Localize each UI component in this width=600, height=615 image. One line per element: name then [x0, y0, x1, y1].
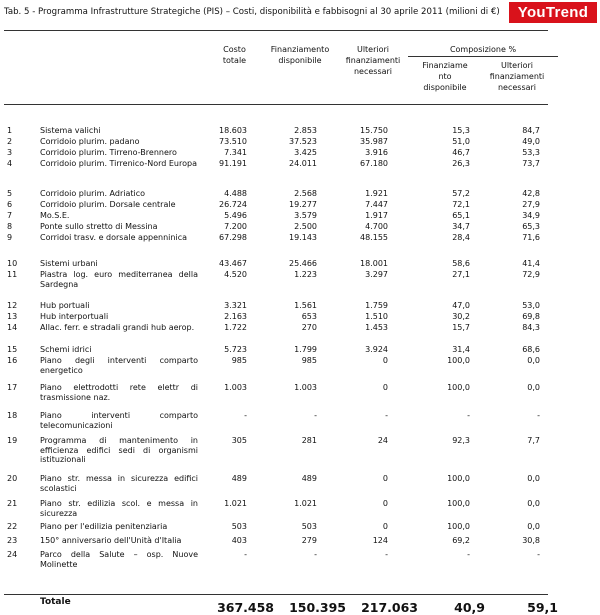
- row-ulteriori: 3.297: [365, 270, 388, 279]
- row-costo-totale: 503: [231, 522, 247, 531]
- row-finanziamento: 2.500: [294, 222, 317, 231]
- row-number: 2: [7, 137, 13, 146]
- row-costo-totale: 489: [231, 474, 247, 483]
- row-number: 9: [7, 233, 13, 242]
- row-ulteriori: 35.987: [360, 137, 388, 146]
- row-ulteriori: 1.510: [365, 312, 388, 321]
- row-ulteriori: 1.759: [365, 301, 388, 310]
- row-name: Corridoio plurim. padano: [40, 137, 140, 146]
- row-ulteriori: 124: [372, 536, 388, 545]
- row-finanziamento: -: [314, 411, 317, 420]
- row-costo-totale: 43.467: [219, 259, 247, 268]
- total-finanziamento: 150.395: [289, 600, 346, 615]
- row-number: 10: [7, 259, 18, 268]
- row-name: Programma di mantenimento in efficienza edifici sedi di organismi istituzionali: [40, 436, 198, 464]
- row-finanziamento: 653: [301, 312, 317, 321]
- row-costo-totale: 1.021: [224, 499, 247, 508]
- table-title-text: Programma Infrastrutture Strategiche (PIS) – Costi, disponibilità e fabbisogni al 30 aprile 2011 (milioni di €): [38, 7, 500, 17]
- row-perc-ulteriori: 7,7: [527, 436, 540, 445]
- total-perc-ulteriori: 59,1: [527, 600, 558, 615]
- row-number: 8: [7, 222, 13, 231]
- row-ulteriori: 0: [382, 356, 388, 365]
- row-ulteriori: 1.917: [365, 211, 388, 220]
- row-name: Piano elettrodotti rete elettr di trasmissione naz.: [40, 383, 198, 402]
- row-name: Corridoio plurim. Dorsale centrale: [40, 200, 176, 209]
- row-ulteriori: -: [385, 550, 388, 559]
- row-costo-totale: 5.496: [224, 211, 247, 220]
- row-costo-totale: 26.724: [219, 200, 247, 209]
- row-finanziamento: 25.466: [289, 259, 317, 268]
- row-perc-ulteriori: 84,7: [522, 126, 540, 135]
- row-perc-ulteriori: 0,0: [527, 356, 540, 365]
- row-costo-totale: 2.163: [224, 312, 247, 321]
- row-costo-totale: 4.520: [224, 270, 247, 279]
- row-ulteriori: 0: [382, 522, 388, 531]
- row-number: 3: [7, 148, 13, 157]
- row-perc-finanziamento: 27,1: [452, 270, 470, 279]
- row-perc-finanziamento: 100,0: [447, 499, 470, 508]
- row-costo-totale: 1.722: [224, 323, 247, 332]
- row-finanziamento: 985: [301, 356, 317, 365]
- row-finanziamento: 3.579: [294, 211, 317, 220]
- row-perc-ulteriori: 42,8: [522, 189, 540, 198]
- row-name: Ponte sullo stretto di Messina: [40, 222, 158, 231]
- header-finanziamento-disponibile: Finanziamento disponibile: [270, 45, 330, 65]
- row-perc-ulteriori: 0,0: [527, 474, 540, 483]
- total-perc-finanziamento: 40,9: [454, 600, 485, 615]
- row-name: Corridoio plurim. Adriatico: [40, 189, 146, 198]
- row-costo-totale: 73.510: [219, 137, 247, 146]
- row-number: 6: [7, 200, 13, 209]
- row-costo-totale: 5.723: [224, 345, 247, 354]
- row-perc-ulteriori: -: [537, 550, 540, 559]
- row-finanziamento: 19.277: [289, 200, 317, 209]
- row-costo-totale: 7.341: [224, 148, 247, 157]
- row-number: 11: [7, 270, 18, 279]
- youtrend-logo: YouTrend: [509, 2, 597, 23]
- row-finanziamento: 281: [301, 436, 317, 445]
- row-perc-finanziamento: 57,2: [452, 189, 470, 198]
- row-finanziamento: 2.568: [294, 189, 317, 198]
- row-perc-ulteriori: 0,0: [527, 522, 540, 531]
- row-finanziamento: 1.021: [294, 499, 317, 508]
- row-name: Piano per l'edilizia penitenziaria: [40, 522, 168, 531]
- row-ulteriori: 0: [382, 383, 388, 392]
- row-finanziamento: 503: [301, 522, 317, 531]
- row-finanziamento: 1.223: [294, 270, 317, 279]
- row-perc-ulteriori: -: [537, 411, 540, 420]
- row-perc-ulteriori: 68,6: [522, 345, 540, 354]
- row-ulteriori: 0: [382, 499, 388, 508]
- row-costo-totale: 7.200: [224, 222, 247, 231]
- row-name: Parco della Salute – osp. Nuove Molinette: [40, 550, 198, 569]
- row-number: 5: [7, 189, 13, 198]
- row-perc-finanziamento: 72,1: [452, 200, 470, 209]
- row-name: Corridoio plurim. Tirrenico-Nord Europa: [40, 159, 197, 168]
- row-finanziamento: 24.011: [289, 159, 317, 168]
- row-perc-finanziamento: -: [467, 550, 470, 559]
- row-number: 12: [7, 301, 18, 310]
- row-perc-finanziamento: 100,0: [447, 356, 470, 365]
- total-costo: 367.458: [217, 600, 274, 615]
- row-name: Piano str. messa in sicurezza edifici scolastici: [40, 474, 198, 493]
- row-finanziamento: 19.143: [289, 233, 317, 242]
- row-perc-finanziamento: 58,6: [452, 259, 470, 268]
- row-perc-finanziamento: 15,7: [452, 323, 470, 332]
- row-number: 16: [7, 356, 18, 365]
- row-perc-finanziamento: 34,7: [452, 222, 470, 231]
- row-name: Corridoi trasv. e dorsale appenninica: [40, 233, 187, 242]
- row-perc-finanziamento: -: [467, 411, 470, 420]
- row-ulteriori: 67.180: [360, 159, 388, 168]
- row-name: Piano str. edilizia scol. e messa in sicurezza: [40, 499, 198, 518]
- row-number: 1: [7, 126, 13, 135]
- row-name: 150° anniversario dell'Unità d'Italia: [40, 536, 182, 545]
- row-name: Piano interventi comparto telecomunicazioni: [40, 411, 198, 430]
- row-number: 4: [7, 159, 13, 168]
- header-comp-finanziamento: Finanziame nto disponibile: [422, 61, 468, 92]
- row-perc-ulteriori: 41,4: [522, 259, 540, 268]
- row-finanziamento: 1.799: [294, 345, 317, 354]
- row-ulteriori: 7.447: [365, 200, 388, 209]
- row-name: Mo.S.E.: [40, 211, 70, 220]
- row-perc-finanziamento: 47,0: [452, 301, 470, 310]
- row-perc-finanziamento: 100,0: [447, 383, 470, 392]
- row-costo-totale: 91.191: [219, 159, 247, 168]
- row-finanziamento: 2.853: [294, 126, 317, 135]
- row-finanziamento: 1.003: [294, 383, 317, 392]
- row-perc-ulteriori: 72,9: [522, 270, 540, 279]
- row-perc-finanziamento: 28,4: [452, 233, 470, 242]
- table-title: [4, 7, 500, 17]
- row-perc-finanziamento: 30,2: [452, 312, 470, 321]
- header-comp-ulteriori: Ulteriori finanziamenti necessari: [489, 61, 545, 92]
- row-finanziamento: 279: [301, 536, 317, 545]
- total-ulteriori: 217.063: [361, 600, 418, 615]
- row-finanziamento: -: [314, 550, 317, 559]
- row-ulteriori: 48.155: [360, 233, 388, 242]
- row-number: 22: [7, 522, 18, 531]
- row-ulteriori: 1.921: [365, 189, 388, 198]
- row-perc-ulteriori: 0,0: [527, 383, 540, 392]
- row-perc-ulteriori: 30,8: [522, 536, 540, 545]
- header-costo-totale: Costo totale: [222, 45, 247, 65]
- row-name: Sistemi urbani: [40, 259, 98, 268]
- row-ulteriori: 0: [382, 474, 388, 483]
- row-costo-totale: 1.003: [224, 383, 247, 392]
- row-costo-totale: 3.321: [224, 301, 247, 310]
- row-perc-ulteriori: 65,3: [522, 222, 540, 231]
- row-finanziamento: 37.523: [289, 137, 317, 146]
- row-perc-ulteriori: 84,3: [522, 323, 540, 332]
- row-perc-finanziamento: 100,0: [447, 522, 470, 531]
- row-number: 7: [7, 211, 13, 220]
- row-finanziamento: 270: [301, 323, 317, 332]
- row-finanziamento: 489: [301, 474, 317, 483]
- row-number: 24: [7, 550, 18, 559]
- row-number: 23: [7, 536, 18, 545]
- row-number: 13: [7, 312, 18, 321]
- row-perc-finanziamento: 51,0: [452, 137, 470, 146]
- composizione-rule: [408, 56, 558, 57]
- row-costo-totale: 4.488: [224, 189, 247, 198]
- row-perc-finanziamento: 92,3: [452, 436, 470, 445]
- header-composizione: Composizione %: [449, 45, 517, 54]
- row-ulteriori: 24: [377, 436, 388, 445]
- row-costo-totale: 403: [231, 536, 247, 545]
- row-costo-totale: 67.298: [219, 233, 247, 242]
- row-ulteriori: 15.750: [360, 126, 388, 135]
- header-top-rule: [4, 30, 548, 31]
- row-perc-finanziamento: 31,4: [452, 345, 470, 354]
- row-perc-finanziamento: 100,0: [447, 474, 470, 483]
- row-name: Corridoio plurim. Tirreno-Brennero: [40, 148, 177, 157]
- row-costo-totale: -: [244, 550, 247, 559]
- row-ulteriori: 3.924: [365, 345, 388, 354]
- row-ulteriori: 4.700: [365, 222, 388, 231]
- row-costo-totale: 985: [231, 356, 247, 365]
- row-name: Hub interportuali: [40, 312, 109, 321]
- row-number: 14: [7, 323, 18, 332]
- row-perc-finanziamento: 65,1: [452, 211, 470, 220]
- row-costo-totale: -: [244, 411, 247, 420]
- row-costo-totale: 18.603: [219, 126, 247, 135]
- row-perc-ulteriori: 69,8: [522, 312, 540, 321]
- row-perc-finanziamento: 46,7: [452, 148, 470, 157]
- row-perc-finanziamento: 15,3: [452, 126, 470, 135]
- row-perc-ulteriori: 0,0: [527, 499, 540, 508]
- row-ulteriori: 18.001: [360, 259, 388, 268]
- total-rule: [4, 594, 548, 595]
- row-number: 20: [7, 474, 18, 483]
- row-number: 21: [7, 499, 18, 508]
- row-perc-ulteriori: 53,3: [522, 148, 540, 157]
- row-perc-ulteriori: 49,0: [522, 137, 540, 146]
- row-ulteriori: 1.453: [365, 323, 388, 332]
- row-perc-ulteriori: 73,7: [522, 159, 540, 168]
- header-bottom-rule: [4, 104, 548, 105]
- row-finanziamento: 3.425: [294, 148, 317, 157]
- table-number: Tab. 5 -: [4, 7, 36, 17]
- row-name: Schemi idrici: [40, 345, 92, 354]
- row-perc-finanziamento: 26,3: [452, 159, 470, 168]
- row-name: Piastra log. euro mediterranea della Sardegna: [40, 270, 198, 289]
- row-perc-ulteriori: 71,6: [522, 233, 540, 242]
- row-perc-ulteriori: 34,9: [522, 211, 540, 220]
- row-ulteriori: 3.916: [365, 148, 388, 157]
- row-name: Hub portuali: [40, 301, 90, 310]
- row-number: 19: [7, 436, 18, 445]
- total-label: Totale: [40, 597, 71, 607]
- row-finanziamento: 1.561: [294, 301, 317, 310]
- row-number: 17: [7, 383, 18, 392]
- row-number: 15: [7, 345, 18, 354]
- row-ulteriori: -: [385, 411, 388, 420]
- row-perc-ulteriori: 27,9: [522, 200, 540, 209]
- row-name: Piano degli interventi comparto energetico: [40, 356, 198, 375]
- row-costo-totale: 305: [231, 436, 247, 445]
- row-perc-ulteriori: 53,0: [522, 301, 540, 310]
- row-name: Sistema valichi: [40, 126, 101, 135]
- header-ulteriori-finanziamenti: Ulteriori finanziamenti necessari: [345, 45, 401, 76]
- row-number: 18: [7, 411, 18, 420]
- row-perc-finanziamento: 69,2: [452, 536, 470, 545]
- row-name: Allac. ferr. e stradali grandi hub aerop.: [40, 323, 195, 332]
